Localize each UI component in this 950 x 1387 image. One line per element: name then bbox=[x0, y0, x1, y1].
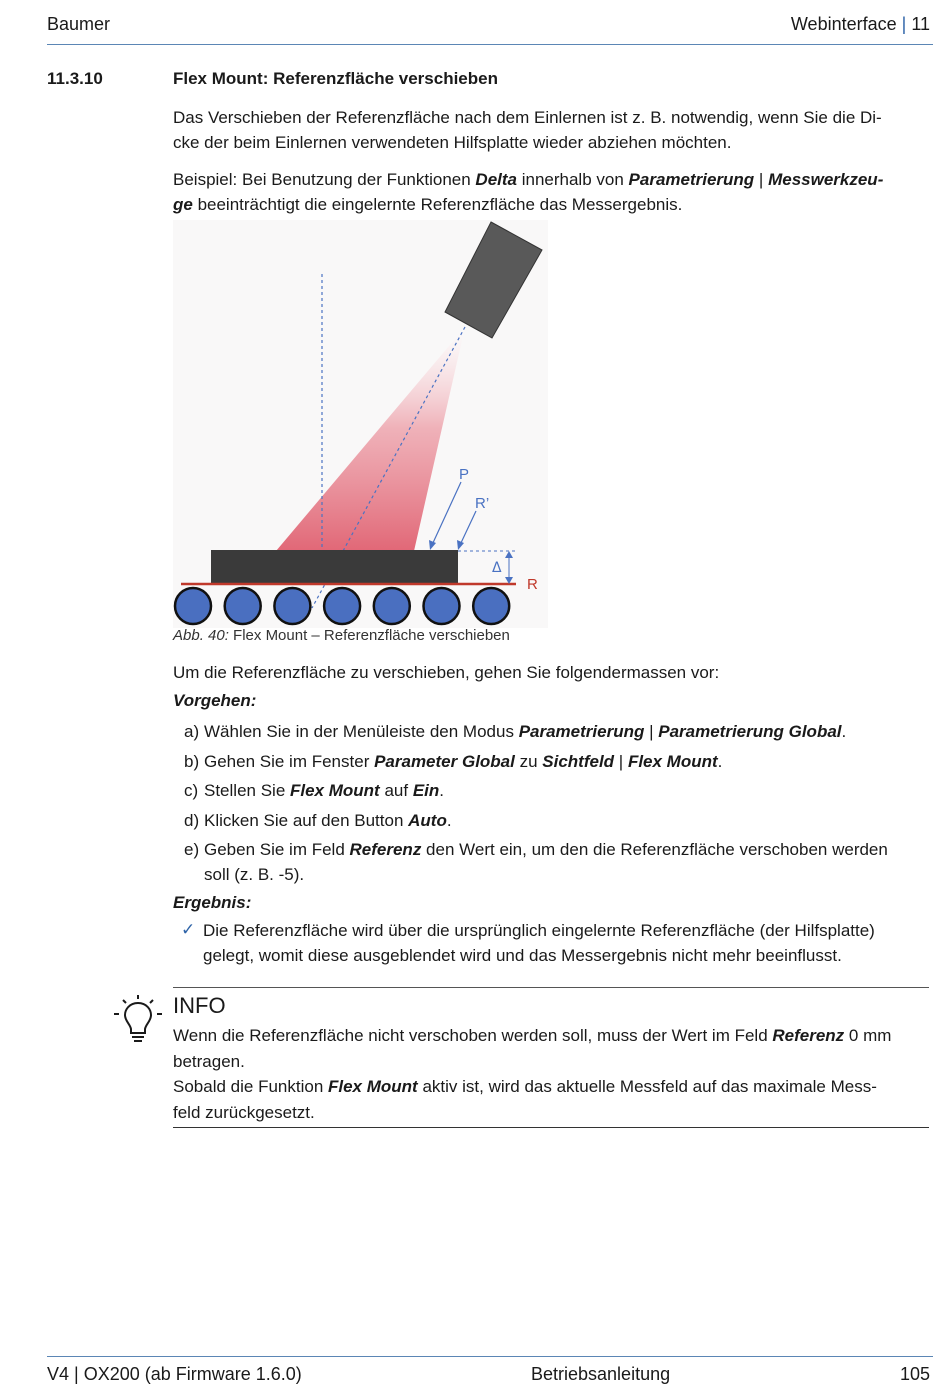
term-referenz: Referenz bbox=[349, 840, 422, 859]
example-text: innerhalb von bbox=[517, 170, 629, 189]
procedure-intro: Um die Referenzfläche zu verschieben, gehen Sie folgendermassen vor: bbox=[173, 663, 720, 682]
auxiliary-plate bbox=[211, 550, 458, 583]
step-text: . bbox=[841, 722, 847, 741]
intro-line-2: cke der beim Einlernen verwendeten Hilfsplatte wieder abziehen möchten. bbox=[173, 132, 732, 152]
section-title: Flex Mount: Referenzfläche verschieben bbox=[173, 69, 498, 88]
footer-version: V4 | OX200 (ab Firmware 1.6.0) bbox=[47, 1364, 302, 1384]
step-text: auf bbox=[379, 781, 413, 800]
step-text: . bbox=[717, 752, 723, 771]
info-line-2: betragen. bbox=[173, 1051, 245, 1071]
step-text: . bbox=[446, 811, 452, 830]
step-key: d) bbox=[184, 811, 200, 830]
step-key: b) bbox=[184, 752, 200, 771]
info-rule-top bbox=[173, 987, 929, 988]
label-r: R bbox=[527, 576, 538, 593]
result-text bbox=[203, 919, 923, 968]
step-text: Wählen Sie in der Menüleiste den Modus bbox=[204, 722, 519, 741]
caption-label: Abb. 40: bbox=[173, 627, 229, 644]
step-text: . bbox=[439, 781, 444, 800]
info-text-part: Sobald die Funktion bbox=[173, 1077, 328, 1096]
info-text-part: aktiv ist, wird das aktuelle Messfeld auf das maximale Mess- bbox=[417, 1077, 877, 1096]
step-text: Stellen Sie bbox=[204, 781, 290, 800]
footer-doc-type: Betriebsanleitung bbox=[531, 1364, 671, 1384]
step-key: e) bbox=[184, 840, 200, 859]
page-number: 105 bbox=[899, 1364, 930, 1384]
label-r-prime: R’ bbox=[475, 495, 490, 512]
term-sichtfeld: Sichtfeld bbox=[542, 752, 615, 771]
step-text: | bbox=[614, 752, 628, 771]
term-messwerkzeuge: Messwerkzeu- bbox=[768, 170, 884, 189]
result-label: Ergebnis: bbox=[173, 893, 252, 912]
step-a bbox=[184, 720, 924, 745]
roller bbox=[324, 588, 360, 624]
step-text: zu bbox=[514, 752, 543, 771]
roller bbox=[374, 588, 410, 624]
term-flex-mount: Flex Mount bbox=[290, 781, 380, 800]
header-chapter bbox=[791, 14, 930, 35]
caption-text: Flex Mount – Referenzfläche verschieben bbox=[228, 627, 510, 644]
flex-mount-figure bbox=[173, 220, 548, 628]
step-e-line-2: soll (z. B. -5). bbox=[204, 864, 305, 884]
example-paragraph bbox=[173, 168, 918, 217]
step-key: a) bbox=[184, 722, 200, 741]
step-e bbox=[184, 838, 924, 887]
step-d bbox=[184, 809, 924, 834]
term-auto: Auto bbox=[408, 811, 447, 830]
info-line-4: feld zurückgesetzt. bbox=[173, 1102, 315, 1122]
intro-line-1: Das Verschieben der Referenzfläche nach dem Einlernen ist z. B. notwendig, wenn Sie die Di- bbox=[173, 108, 882, 127]
info-text-part: 0 mm bbox=[844, 1026, 892, 1045]
checkmark-icon: ✓ bbox=[181, 920, 196, 939]
step-text: | bbox=[644, 722, 659, 741]
label-p: P bbox=[459, 466, 470, 483]
example-text: Beispiel: Bei Benutzung der Funktionen bbox=[173, 170, 476, 189]
step-text: den Wert ein, um den die Referenzfläche verschoben werden bbox=[421, 840, 888, 859]
example-text: beeinträchtigt die eingelernte Referenzfläche das Messergebnis. bbox=[192, 194, 683, 214]
term-ein: Ein bbox=[412, 781, 440, 800]
term-messwerkzeuge-cont: ge bbox=[173, 194, 193, 214]
roller bbox=[473, 588, 509, 624]
header-separator: | bbox=[901, 14, 907, 34]
step-key: c) bbox=[184, 781, 199, 800]
step-text: Gehen Sie im Fenster bbox=[204, 752, 375, 771]
term-flex-mount: Flex Mount bbox=[328, 1077, 418, 1096]
info-text bbox=[173, 1023, 929, 1125]
lightbulb-icon bbox=[111, 993, 165, 1047]
roller bbox=[424, 588, 460, 624]
term-parametrierung-global: Parametrierung Global bbox=[658, 722, 842, 741]
info-rule-bottom bbox=[173, 1127, 929, 1128]
example-text: | bbox=[754, 170, 769, 189]
info-text-part: Wenn die Referenzfläche nicht verschoben werden soll, muss der Wert im Feld bbox=[173, 1026, 773, 1045]
term-flex-mount: Flex Mount bbox=[627, 752, 718, 771]
step-c bbox=[184, 779, 924, 804]
header-brand: Baumer bbox=[47, 14, 111, 34]
roller bbox=[274, 588, 310, 624]
step-b bbox=[184, 750, 924, 775]
term-parameter-global: Parameter Global bbox=[374, 752, 515, 771]
term-parametrierung: Parametrierung bbox=[628, 170, 755, 189]
procedure-label: Vorgehen: bbox=[173, 691, 257, 710]
section-number: 11.3.10 bbox=[47, 69, 103, 88]
figure-caption bbox=[173, 627, 510, 644]
result-line-2: gelegt, womit diese ausgeblendet wird und das Messergebnis nicht mehr beeinflusst. bbox=[203, 945, 842, 965]
term-parametrierung: Parametrierung bbox=[518, 722, 645, 741]
label-delta: Δ bbox=[492, 560, 502, 576]
step-text: Klicken Sie auf den Button bbox=[204, 811, 409, 830]
header-chapter-number: 11 bbox=[911, 14, 930, 34]
result-line-1: Die Referenzfläche wird über die ursprünglich eingelernte Referenzfläche (der Hilfsplatte) bbox=[203, 921, 875, 940]
page-header bbox=[47, 14, 933, 45]
intro-paragraph bbox=[173, 106, 918, 155]
term-delta: Delta bbox=[475, 170, 517, 189]
header-section: Webinterface bbox=[790, 14, 897, 34]
roller bbox=[175, 588, 211, 624]
roller bbox=[225, 588, 261, 624]
info-title: INFO bbox=[173, 993, 226, 1018]
term-referenz: Referenz bbox=[772, 1026, 845, 1045]
step-text: Geben Sie im Feld bbox=[204, 840, 350, 859]
page-footer bbox=[47, 1356, 933, 1387]
